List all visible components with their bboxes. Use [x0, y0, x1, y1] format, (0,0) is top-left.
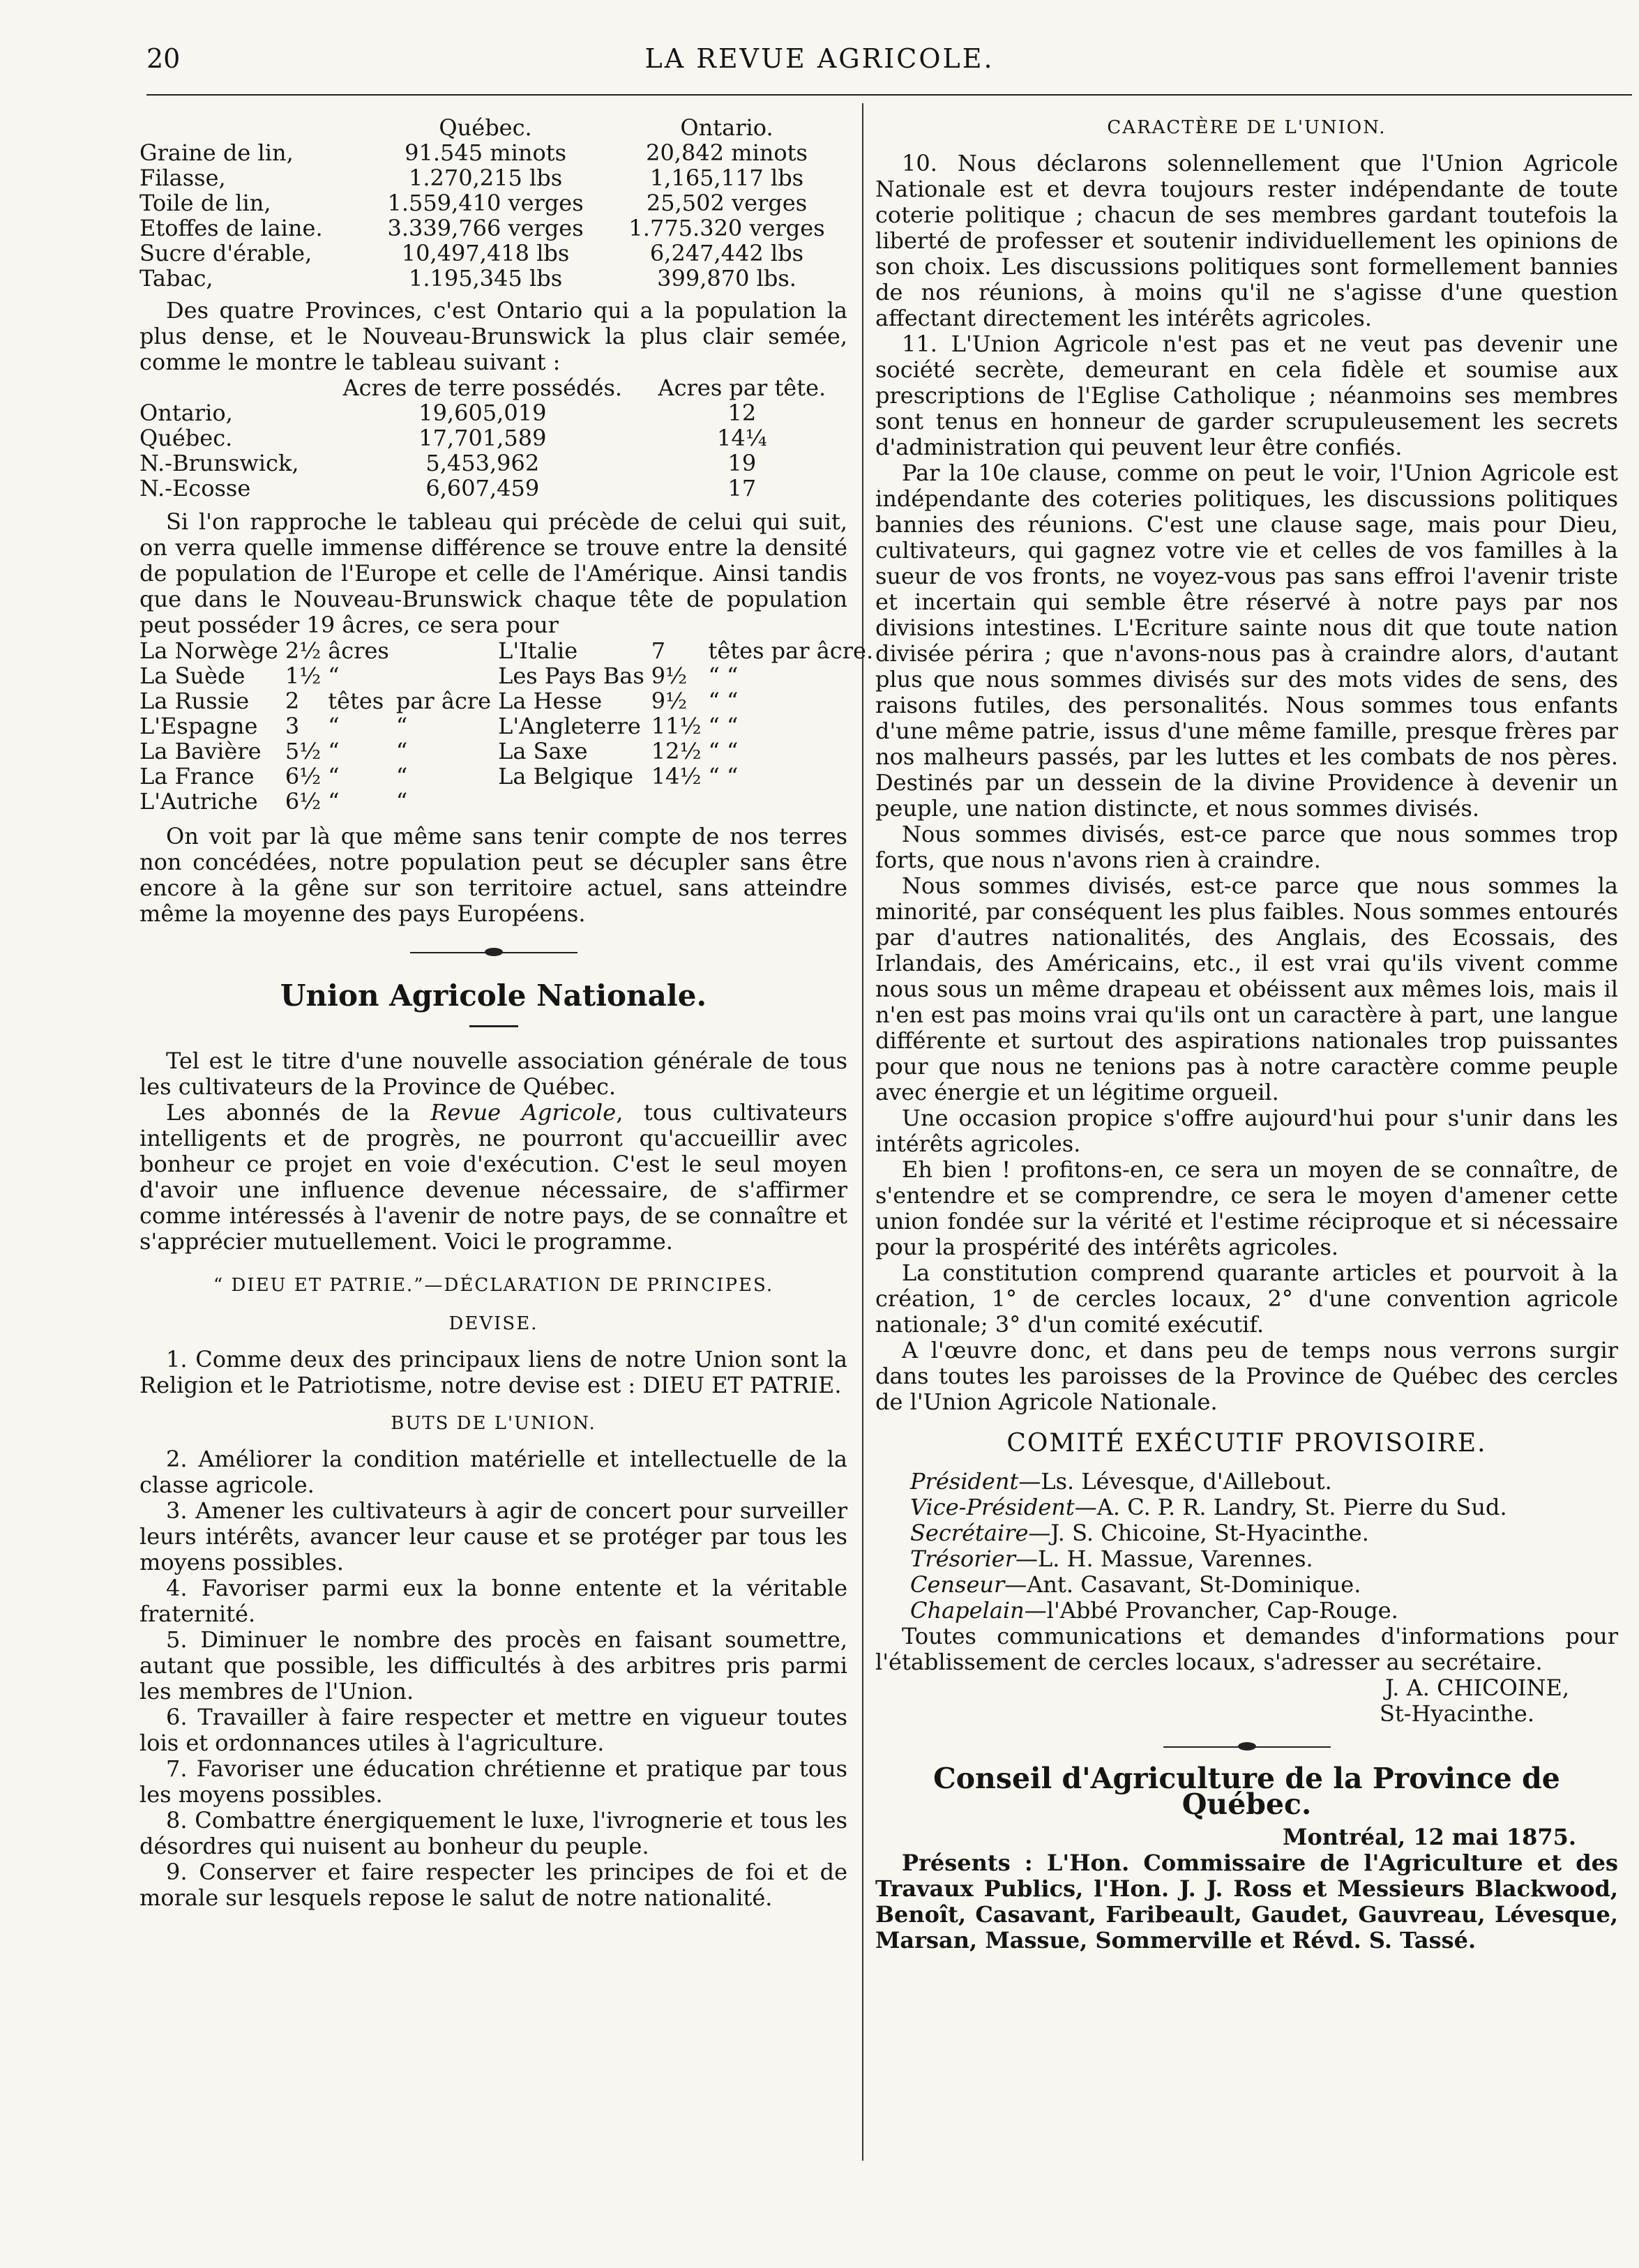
quebec-value: 1.559,410 verges [387, 190, 584, 216]
col-header-quebec: Québec. [439, 114, 532, 141]
acres-per-head: 12 [727, 400, 757, 426]
paragraph: Par la 10e clause, comme on peut le voir, l'Union Agricole est indépendante des coteries politiques, les discussions politiques bannies des réunions. C'est une clause sage, mais pour Dieu, cultivateurs, qui gagnez votre vie et celles de vos familles à la sueur de vos fronts, ne voyez-vous pas sans effroi l'avenir triste et incertain qui semble être réservé à notre pays par nos divisions intestines. L'Ecriture sainte nous dit que toute nation divisée périra ; que n'avons-nous pas à craindre alors, d'autant plus que nous sommes divisés sur des mots vides de sens, des raisons futiles, des personalités. Nous sommes tous enfants d'une même patrie, issus d'une même famille, presque frères par nos malheurs passés, par les luttes et les combats de nos pères. Destinés par un dessein de la divine Providence à devenir un peuple, une nation distincte, et nous sommes divisés. [875, 460, 1618, 822]
union-title: Union Agricole Nationale. [280, 978, 707, 1013]
left-column [139, 114, 874, 1911]
committee-member [875, 1495, 1618, 1520]
member-name: —Ls. Lévesque, d'Aillebout. [1018, 1468, 1332, 1495]
column-divider [862, 103, 863, 2161]
ontario-value: 20,842 minots [646, 139, 808, 166]
density-cell: La Suède [139, 663, 246, 689]
paragraph: 11. L'Union Agricole n'est pas et ne veut pas devenir une société secrète, demeurant en cela fidèle et soumise aux prescriptions de l'Eglise Catholique ; néanmoins ses membres sont tenus en honneur de garder scrupuleusement les secrets d'administration qui peuvent leur être confiés. [875, 331, 1618, 460]
product-name: Filasse, [139, 165, 226, 191]
density-cell: La Saxe [498, 738, 588, 764]
density-cell: âcres [328, 637, 389, 664]
density-cell: 11½ [651, 713, 702, 739]
table-row [139, 789, 880, 814]
table-row [139, 165, 847, 190]
production-table [139, 115, 847, 291]
ontario-value: 1,165,117 lbs [649, 165, 804, 191]
paragraph: Eh bien ! profitons-en, ce sera un moyen de se connaître, de s'entendre et se comprendre, ce sera le moyen d'amener cette union fondée sur la vérité et l'estime réciproque et si nécessaire pour la prospérité des intérêts agricoles. [875, 1156, 1618, 1260]
paragraph: 10. Nous déclarons solennellement que l'Union Agricole Nationale est et devra toujours rester indépendante de toute coterie politique ; chacun de ses membres gardant toutefois la liberté de professer et soutenir individuellement les opinions de son choix. Les discussions politiques sont formellement bannies de nos réunions, à moins qu'il ne s'agisse d'une question affectant directement les intérêts agricoles. [875, 150, 1618, 331]
density-cell: 7 [651, 637, 666, 664]
para-decupler: On voit par là que même sans tenir compte de nos terres non concédées, notre population peut se décupler sans être encore à la gêne sur son territoire actuel, sans atteindre même la moyenne des pays Européens. [139, 823, 847, 927]
acres-per-head: 14¼ [717, 425, 767, 451]
density-cell: “ “ [708, 738, 739, 764]
table-row [139, 688, 880, 713]
committee-member [875, 1469, 1618, 1495]
header-rule [146, 94, 1632, 96]
table-row [139, 451, 847, 476]
table-row [139, 713, 880, 739]
committee-member [875, 1598, 1618, 1624]
density-cell [396, 638, 498, 663]
density-cell: “ “ [708, 663, 739, 689]
acres-per-head: 17 [727, 475, 757, 501]
density-cell: La France [139, 763, 255, 789]
buts-heading: BUTS DE L'UNION. [391, 1413, 596, 1434]
quebec-value: 1.270,215 lbs [408, 165, 563, 191]
signature-place: St-Hyacinthe. [1380, 1700, 1534, 1727]
member-name: —J. S. Chicoine, St-Hyacinthe. [1028, 1520, 1369, 1546]
density-cell: 1½ [285, 663, 322, 689]
density-cell: “ [328, 713, 340, 739]
acres-possessed: 5,453,962 [425, 450, 540, 476]
member-role: Trésorier [910, 1545, 1016, 1572]
density-cell: têtes [328, 688, 384, 714]
density-cell: L'Angleterre [498, 713, 641, 739]
density-cell: “ [328, 788, 340, 815]
para-compare: Si l'on rapproche le tableau qui précède de celui qui suit, on verra quelle immense différence se trouve entre la densité de population de l'Europe et celle de l'Amérique. Ainsi tandis que dans le Nouveau-Brunswick chaque tête de population peut posséder 19 âcres, ce sera pour [139, 508, 847, 638]
table-row [139, 638, 880, 663]
committee-member [875, 1520, 1618, 1546]
quebec-value: 91.545 minots [405, 139, 566, 166]
province-name: N.-Brunswick, [139, 450, 299, 476]
right-paragraphs [875, 151, 1618, 1415]
density-cell: “ “ [708, 688, 739, 714]
conseil-title: Conseil d'Agriculture de la Province de Québec. [933, 1762, 1560, 1821]
density-cell: têtes par âcre. [708, 637, 874, 664]
list-item: 2. Améliorer la condition matérielle et intellectuelle de la classe agricole. [139, 1446, 847, 1498]
member-name: —A. C. P. R. Landry, St. Pierre du Sud. [1074, 1494, 1507, 1520]
paragraph: Nous sommes divisés, est-ce parce que nous sommes la minorité, par conséquent les plus faibles. Nous sommes entourés par d'autres nationalités, des Anglais, des Ecossais, des Irlandais, des Américains, etc., il est vrai qu'ils vivent comme nous sous un même drapeau et obéissent aux mêmes lois, mais il n'en est pas moins vrai qu'ils ont un caractère à part, une langue différente et surtout des aspirations nationales trop puissantes pour que nous ne tenions pas à notre caractère comme peuple avec énergie et un légitime orgueil. [875, 872, 1618, 1105]
density-cell: La Norwège [139, 637, 278, 664]
committee-member [875, 1572, 1618, 1598]
running-title: LA REVUE AGRICOLE. [644, 43, 995, 74]
density-cell: Les Pays Bas [498, 663, 644, 689]
density-cell: “ [395, 763, 408, 789]
communications-para: Toutes communications et demandes d'informations pour l'établissement de cercles locaux, s'adresser au secrétaire. [875, 1623, 1618, 1675]
table-row [139, 663, 880, 688]
acres-possessed: 6,607,459 [425, 475, 540, 501]
union-para-2: Les abonnés de la Revue Agricole, tous cultivateurs intelligents et de progrès, ne pourront qu'accueillir avec bonheur ce projet en voie d'exécution. C'est le seul moyen d'avoir une influence devenue nécessaire, de s'affirmer comme intéressés à l'avenir de notre pays, de se connaître et s'apprécier mutuellement. Voici le programme. [139, 1099, 848, 1255]
para-density: Des quatre Provinces, c'est Ontario qui a la population la plus dense, et le Nouveau-Brunswick la plus clair semée, comme le montre le tableau suivant : [139, 297, 847, 375]
revue-agricole-title: Revue Agricole [430, 1099, 617, 1126]
ontario-value: 399,870 lbs. [657, 265, 796, 292]
quebec-value: 1.195,345 lbs [408, 265, 563, 292]
acres-header-1: Acres de terre possédés. [342, 375, 623, 401]
density-cell: 2 [285, 688, 300, 714]
density-cell: 14½ [651, 763, 702, 789]
product-name: Sucre d'érable, [139, 240, 312, 266]
member-role: Vice-Président [910, 1494, 1075, 1520]
item-1: 1. Comme deux des principaux liens de notre Union sont la Religion et le Patriotisme, notre devise est : DIEU ET PATRIE. [139, 1346, 847, 1398]
page-number: 20 [146, 43, 181, 74]
table-row [139, 140, 847, 165]
density-cell: “ [395, 713, 408, 739]
list-item: 4. Favoriser parmi eux la bonne entente et la véritable fraternité. [139, 1575, 847, 1627]
acres-per-head: 19 [727, 450, 757, 476]
list-item: 7. Favoriser une éducation chrétienne et pratique par tous les moyens possibles. [139, 1755, 847, 1808]
paragraph: Une occasion propice s'offre aujourd'hui pour s'unir dans les intérêts agricoles. [875, 1105, 1618, 1157]
ontario-value: 6,247,442 lbs [649, 240, 804, 266]
acres-table [139, 375, 847, 501]
buts-list [139, 1446, 847, 1911]
province-name: N.-Ecosse [139, 475, 251, 501]
density-cell: 6½ [285, 763, 322, 789]
declaration-heading: “ DIEU ET PATRIE.”—DÉCLARATION DE PRINCIPES. [213, 1275, 774, 1296]
density-cell: “ [328, 738, 340, 764]
acres-possessed: 19,605,019 [418, 400, 547, 426]
ornament-divider [410, 948, 577, 958]
density-cell: 6½ [285, 788, 322, 815]
right-column [875, 115, 1618, 1953]
committee-title: COMITÉ EXÉCUTIF PROVISOIRE. [1006, 1429, 1487, 1458]
member-role: Censeur [910, 1571, 1005, 1598]
density-cell: 2½ [285, 637, 322, 664]
density-cell: 3 [285, 713, 300, 739]
list-item: 5. Diminuer le nombre des procès en faisant soumettre, autant que possible, les difficultés à des arbitres pris parmi les membres de l'Union. [139, 1626, 847, 1704]
acres-possessed: 17,701,589 [418, 425, 547, 451]
density-cell: La Belgique [498, 763, 634, 789]
ornament-divider-2 [1163, 1742, 1331, 1752]
short-rule [469, 1025, 518, 1027]
paragraph: A l'œuvre donc, et dans peu de temps nous verrons surgir dans toutes les paroisses de la Province de Québec des cercles de l'Union Agricole Nationale. [875, 1337, 1618, 1415]
member-name: —Ant. Casavant, St-Dominique. [1004, 1571, 1361, 1598]
member-name: —L. H. Massue, Varennes. [1015, 1545, 1313, 1572]
density-cell: L'Espagne [139, 713, 258, 739]
committee-list [875, 1469, 1618, 1624]
density-table [139, 638, 880, 814]
ontario-value: 1.775.320 verges [628, 215, 825, 241]
density-cell: “ [328, 663, 340, 689]
paragraph: La constitution comprend quarante articles et pourvoit à la création, 1° de cercles locaux, 2° d'une convention agricole nationale; 3° d'un comité exécutif. [875, 1260, 1618, 1338]
table-row [139, 425, 847, 451]
product-name: Etoffes de laine. [139, 215, 323, 241]
density-cell: “ [395, 788, 408, 815]
product-name: Graine de lin, [139, 139, 294, 166]
caractere-heading: CARACTÈRE DE L'UNION. [1107, 117, 1387, 138]
density-cell: 9½ [651, 688, 688, 714]
table-row [139, 739, 880, 764]
table-row [139, 476, 847, 501]
province-name: Ontario, [139, 400, 233, 426]
density-cell: 12½ [651, 738, 702, 764]
density-cell: “ [395, 738, 408, 764]
table-row [139, 764, 880, 789]
list-item: 9. Conserver et faire respecter les principes de foi et de morale sur lesquels repose le salut de notre nationalité. [139, 1859, 847, 1911]
list-item: 6. Travailler à faire respecter et mettre en vigueur toutes lois et ordonnances utiles à l'agriculture. [139, 1704, 847, 1756]
acres-header-2: Acres par tête. [658, 375, 826, 401]
member-role: Secrétaire [910, 1520, 1029, 1546]
density-cell: L'Italie [498, 637, 578, 664]
density-cell [651, 789, 709, 814]
density-cell: 5½ [285, 738, 322, 764]
col-header-ontario: Ontario. [680, 114, 773, 141]
union-para-1: Tel est le titre d'une nouvelle association générale de tous les cultivateurs de la Province de Québec. [139, 1048, 847, 1100]
member-role: Président [910, 1468, 1019, 1495]
table-row [139, 400, 847, 425]
list-item: 8. Combattre énergiquement le luxe, l'ivrognerie et tous les désordres qui nuisent au bonheur du peuple. [139, 1807, 847, 1859]
table-row [139, 216, 847, 241]
density-cell: L'Autriche [139, 788, 258, 815]
density-cell: par âcre [395, 688, 492, 714]
member-name: —l'Abbé Provancher, Cap-Rouge. [1024, 1597, 1398, 1624]
table-row [139, 190, 847, 216]
committee-member [875, 1546, 1618, 1572]
table-row [139, 266, 847, 291]
density-cell: La Russie [139, 688, 250, 714]
density-cell: La Hesse [498, 688, 603, 714]
quebec-value: 3.339,766 verges [387, 215, 584, 241]
product-name: Toile de lin, [139, 190, 271, 216]
page-header [139, 43, 1500, 85]
presents-para: Présents : L'Hon. Commissaire de l'Agriculture et des Travaux Publics, l'Hon. J. J. Ross et Messieurs Blackwood, Benoît, Casavant, Faribeault, Gaudet, Gauvreau, Lévesque, Marsan, Massue, Sommerville et Révd. S. Tassé. [875, 1850, 1618, 1953]
density-cell [396, 663, 498, 688]
density-cell: La Bavière [139, 738, 262, 764]
density-cell [708, 789, 880, 814]
density-cell [498, 789, 651, 814]
devise-heading: DEVISE. [448, 1313, 538, 1334]
list-item: 3. Amener les cultivateurs à agir de concert pour surveiller leurs intérêts, avancer leur cause et se protéger par tous les moyens possibles. [139, 1497, 847, 1575]
product-name: Tabac, [139, 265, 213, 292]
table-row [139, 241, 847, 266]
province-name: Québec. [139, 425, 233, 451]
ontario-value: 25,502 verges [646, 190, 808, 216]
signature: J. A. CHICOINE, [1384, 1674, 1569, 1701]
conseil-date: Montréal, 12 mai 1875. [1283, 1824, 1576, 1850]
density-cell: “ “ [708, 763, 739, 789]
density-cell: 9½ [651, 663, 688, 689]
quebec-value: 10,497,418 lbs [401, 240, 570, 266]
paragraph: Nous sommes divisés, est-ce parce que nous sommes trop forts, que nous n'avons rien à craindre. [875, 821, 1618, 873]
member-role: Chapelain [910, 1597, 1025, 1624]
density-cell: “ “ [708, 713, 739, 739]
density-cell: “ [328, 763, 340, 789]
